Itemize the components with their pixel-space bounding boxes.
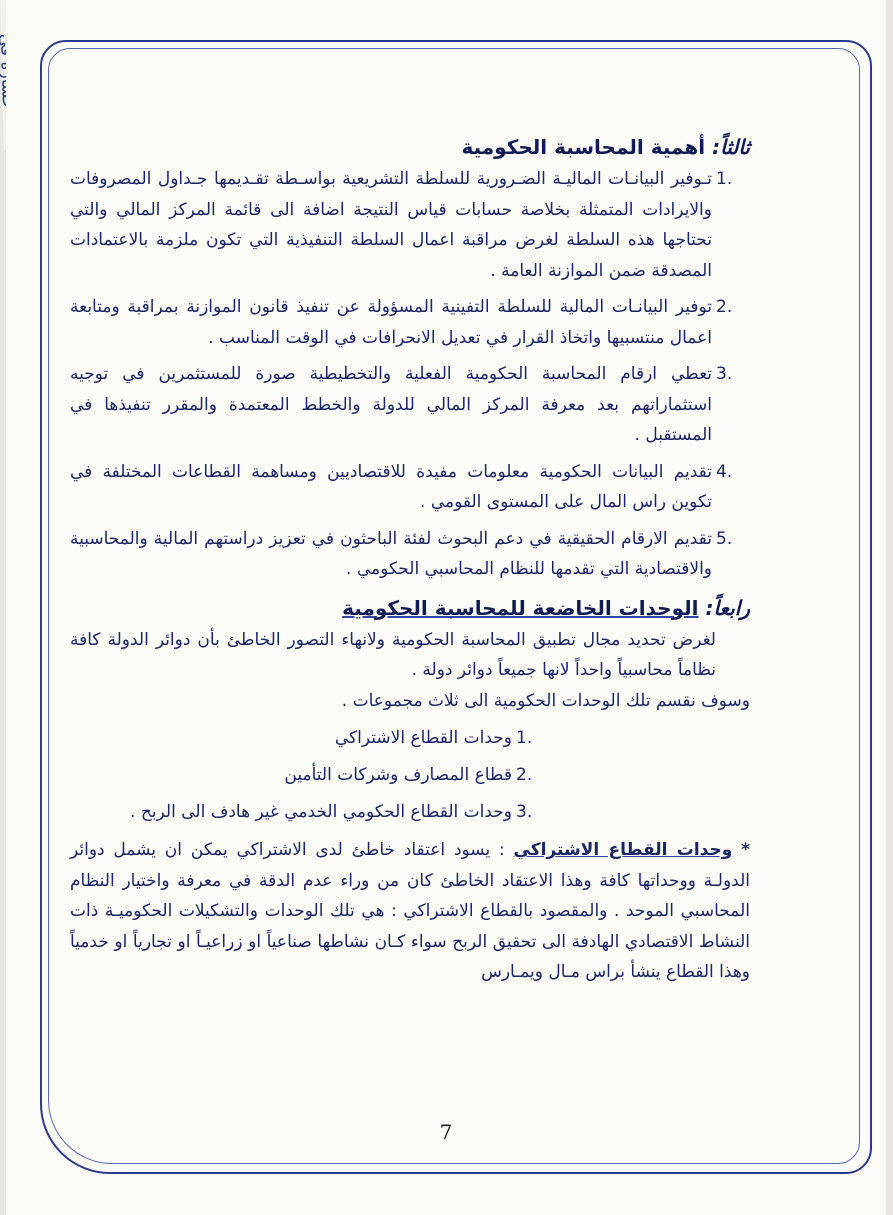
item-text: تعطي ارقام المحاسبة الحكومية الفعلية والتخطيطية صورة للمستثمرين في توجيه استثماراتهم بعد معرفة المركز المالي للدولة والخطط المعتمدة والمقرر تنفيذها في المستقبل . [70,364,712,445]
unit-groups-list [70,720,750,831]
socialist-sector-title: وحدات القطاع الاشتراكي [513,840,733,860]
section3-title: أهمية المحاسبة الحكومية [461,135,706,159]
section3-prefix: ثالثاً: [712,135,750,159]
item-number: 4. [716,461,733,482]
socialist-sector-paragraph [70,835,750,988]
page-content [70,130,750,1130]
section3-item-5 [70,524,750,585]
item-number: 2. [516,765,533,785]
item-number: 5. [716,528,733,549]
item-number: 1. [516,728,533,748]
item-text: وحدات القطاع الحكومي الخدمي غير هادف الى الربح . [130,802,512,822]
section3-heading [70,130,750,164]
item-number: 1. [716,169,733,189]
section3-item-1 [70,164,750,286]
item-number: 3. [716,364,733,384]
section4-intro-1: لغرض تحديد مجال تطبيق المحاسبة الحكومية ولانهاء التصور الخاطئ بأن دوائر الدولة كافة نظاماً محاسبياً واحداً لانها جميعاً دوائر دولة . [70,629,716,680]
item-number: 3. [516,802,533,822]
item-text: وحدات القطاع الاشتراكي [334,728,512,748]
section3-list [70,164,750,585]
section3-item-2 [70,292,750,353]
section4-prefix: رابعاً: [705,595,750,620]
document-page [6,0,886,1215]
section4-title: الوحدات الخاضعة للمحاسبة الحكومية [342,595,699,620]
bullet-marker: * [741,840,750,860]
unit-group-3 [70,794,550,831]
unit-group-2 [70,757,550,794]
unit-group-1 [70,720,550,757]
section4-intro-2: وسوف نقسم تلك الوحدات الحكومية الى ثلاث مجموعات . [341,690,750,711]
section3-item-3 [70,359,750,451]
socialist-sector-text: : يسود اعتقاد خاطئ لدى الاشتراكي يمكن ان يشمل دوائر الدولـة ووحداتها كافة وهذا الاعتقاد الخاطئ كان من وراء عدم الدقة في معرفة واختيار النظام المحاسبي الموحد . والمقصود بالقطاع الاشتراكي : هي تلك الوحدات والتشكيلات الحكوميـة ذات النشاط الاقتصادي الهادفة الى تحقيق الربح سواء كـان نشاطها صناعياً او زراعيـاً او تجارياً او خدمياً وهذا القطاع ينشأ براس مـال ويمـارس [70,840,750,982]
item-text: قطاع المصارف وشركات التأمين [284,765,512,785]
section3-item-4 [70,457,750,518]
item-text: تـوفير البيانـات الماليـة الضـرورية للسلطة التشريعية بواسـطة تقـديمها جـداول المصروفات والايرادات المتمثلة بخلاصة حسابات قياس النتيجة اضافة الى قائمة المركز المالي والتي تحتاجها هذه السلطة لغرض مراقبة اعمال السلطة التنفيذية التي تكون ملزمة بالاعتمادات المصدقة ضمن الموازنة العامة . [70,169,712,281]
section4-heading [70,591,750,625]
item-text: تقديم البيانات الحكومية معلومات مفيدة للاقتصاديين ومساهمة القطاعات المختلفة في تكوين راس المال على المستوى القومي . [70,461,712,512]
item-text: توفير البيانـات المالية للسلطة التفينية المسؤولة عن تنفيذ قانون الموازنة بمراقبة ومتابعة اعمال منتسبيها واتخاذ القرار في تعديل الانحرافات في الوقت المناسب . [70,297,712,348]
page-number: 7 [439,1120,453,1144]
item-text: تقديم الارقام الحقيقية في دعم البحوث لفئة الباحثون في تعزيز دراستهم المالية والمحاسبية والاقتصادية التي تقدمها للنظام المحاسبي الحكومي . [70,528,712,579]
item-number: 2. [716,297,733,317]
